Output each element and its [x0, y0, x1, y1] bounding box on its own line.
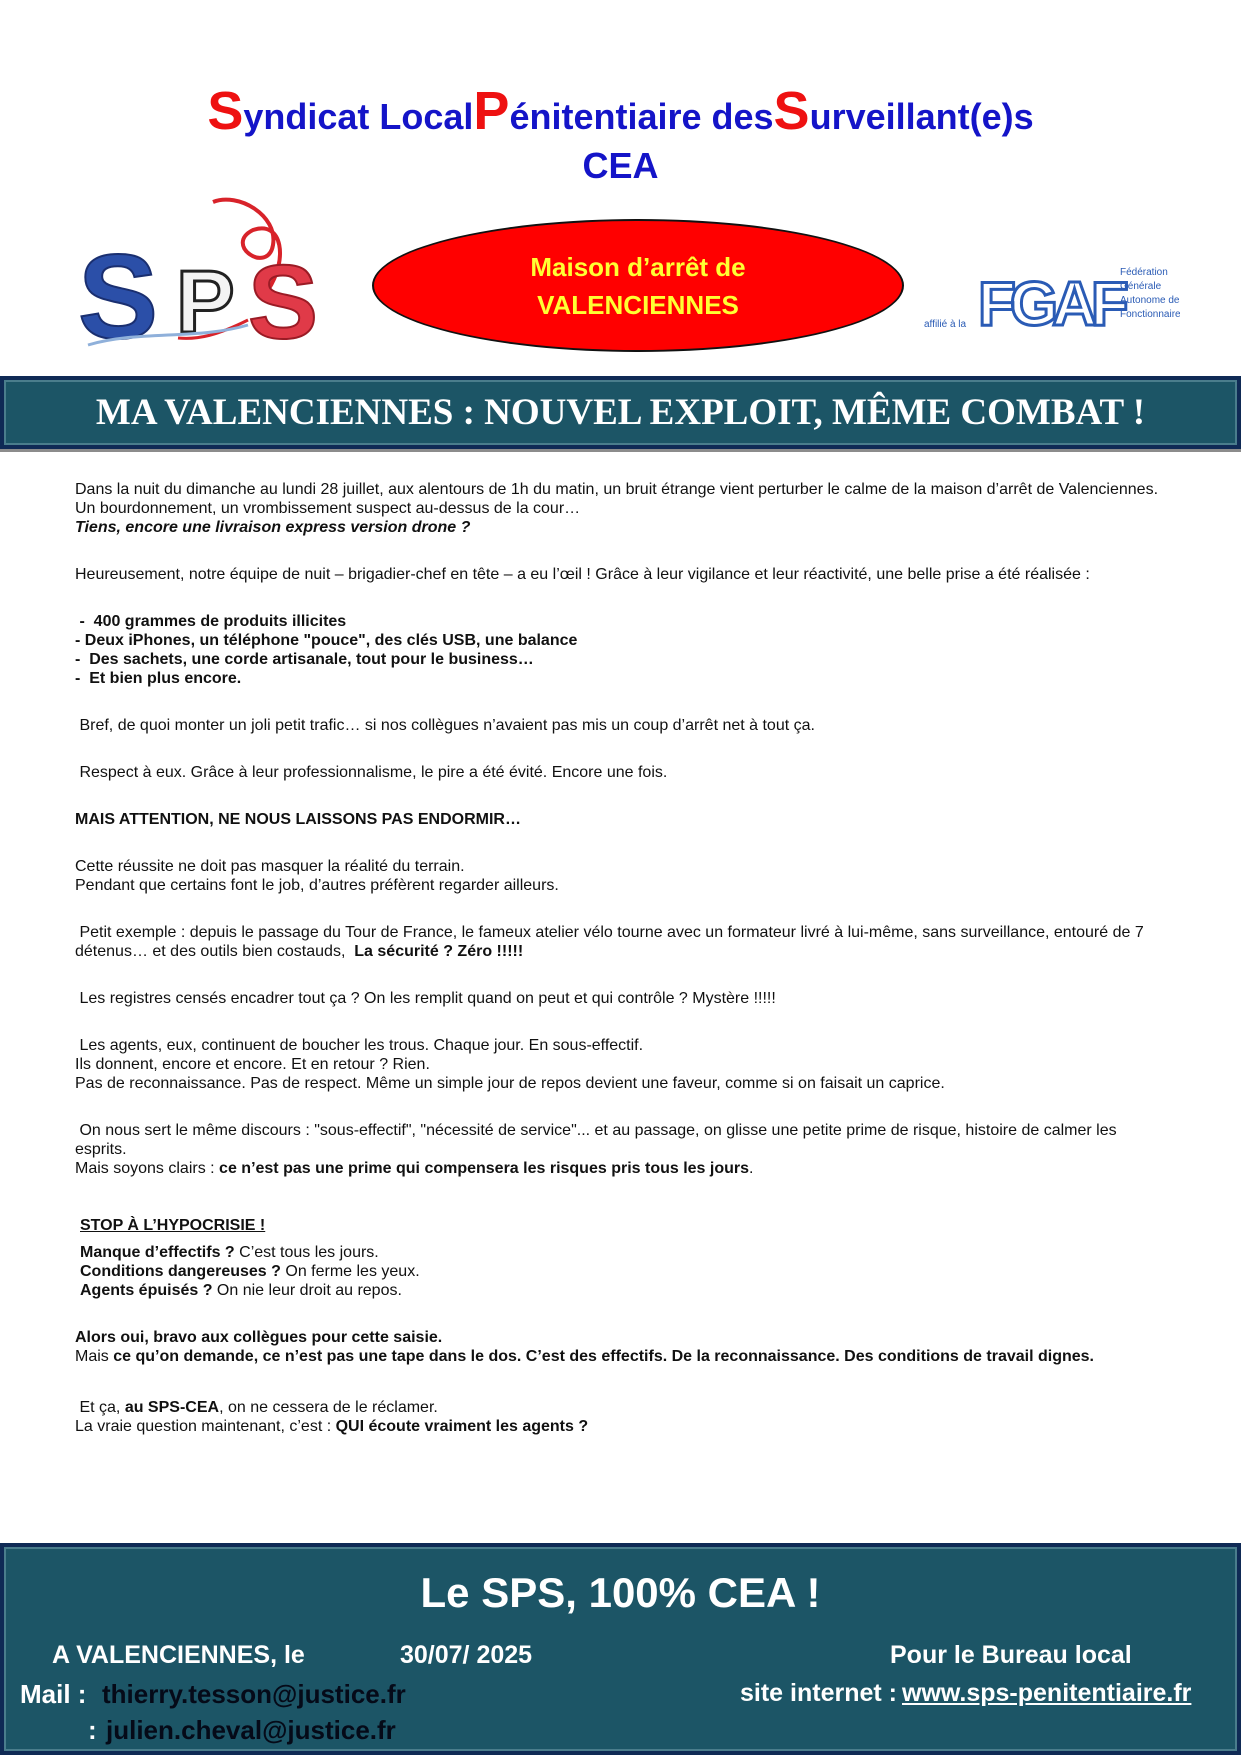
- fgaf-sub-1: Fédération: [1120, 267, 1168, 278]
- stop-item-bold: Conditions dangereuses ?: [80, 1263, 281, 1280]
- stop-item: [75, 1243, 1170, 1262]
- fgaf-sub-3: Autonome des: [1120, 295, 1180, 306]
- stop-heading: STOP À L’HYPOCRISIE !: [80, 1217, 266, 1234]
- para-agents-1: Les agents, eux, continuent de boucher les trous. Chaque jour. En sous-effectif.: [75, 1037, 644, 1054]
- stop-item: [75, 1262, 1170, 1281]
- stop-item: [75, 1281, 1170, 1300]
- para-respect: Respect à eux. Grâce à leur professionnalisme, le pire a été évité. Encore une fois.: [75, 764, 668, 781]
- stop-item-text: C’est tous les jours.: [234, 1244, 379, 1261]
- sps-text-1: Et ça,: [75, 1399, 125, 1416]
- fgaf-sub-2: Générale: [1120, 281, 1162, 292]
- seizure-item: - Et bien plus encore.: [75, 670, 242, 687]
- mail-link-2[interactable]: julien.cheval@justice.fr: [106, 1715, 396, 1745]
- title-cap-s2: S: [773, 81, 810, 141]
- site-label: site internet :: [740, 1679, 897, 1707]
- para-buzz: Un bourdonnement, un vrombissement suspect au-dessus de la cour…: [75, 500, 581, 517]
- para-attention: MAIS ATTENTION, NE NOUS LAISSONS PAS ENDORMIR…: [75, 811, 521, 828]
- prison-name-badge: [372, 219, 904, 352]
- sps-logo: [78, 190, 348, 360]
- para-sps: [75, 1398, 1170, 1417]
- title-part-2: énitentiaire des: [509, 96, 774, 137]
- title-cap-s1: S: [207, 81, 244, 141]
- sps-bold: au SPS-CEA: [124, 1399, 220, 1416]
- para-prime: [75, 1159, 1170, 1178]
- footer-banner: [0, 1543, 1241, 1755]
- sps-text-2: , on ne cessera de le réclamer.: [219, 1399, 438, 1416]
- svg-text:S: S: [248, 244, 319, 360]
- para-trafic: Bref, de quoi monter un joli petit trafic… si nos collègues n’avaient pas mis un coup d’arrêt net à tout ça.: [75, 717, 815, 734]
- article-body: [75, 480, 1170, 1436]
- para-discourse: On nous sert le même discours : "sous-effectif", "nécessité de service"... et au passage, on glisse une petite prime de risque, histoire de calmer les esprits.: [75, 1122, 1122, 1158]
- union-subtitle: CEA: [582, 145, 659, 186]
- seizure-item: - Deux iPhones, un téléphone "pouce", des clés USB, une balance: [75, 632, 578, 649]
- demand-bold: ce qu’on demande, ce n’est pas une tape dans le dos. C’est des effectifs. De la reconnaissance. Des conditions de travail dignes.: [113, 1348, 1094, 1365]
- para-bravo: Alors oui, bravo aux collègues pour cette saisie.: [75, 1329, 443, 1346]
- para-question: [75, 1417, 1170, 1436]
- prime-bold: ce n’est pas une prime qui compensera les risques pris tous les jours: [219, 1160, 750, 1177]
- prime-end: .: [749, 1160, 754, 1177]
- title-part-1: yndicat Local: [243, 96, 474, 137]
- fgaf-affiliation: affilié à la: [924, 319, 967, 330]
- footer-date: 30/07/ 2025: [400, 1641, 533, 1669]
- site-link[interactable]: www.sps-penitentiaire.fr: [902, 1679, 1192, 1707]
- prime-text: Mais soyons clairs :: [75, 1160, 220, 1177]
- headline-banner: [0, 376, 1241, 449]
- stop-item-bold: Agents épuisés ?: [80, 1282, 213, 1299]
- stop-item-text: On nie leur droit au repos.: [212, 1282, 402, 1299]
- footer-slogan: Le SPS, 100% CEA !: [420, 1569, 821, 1616]
- mail-separator: :: [88, 1715, 97, 1745]
- banner-divider: [0, 449, 1241, 452]
- union-title: [0, 80, 1241, 142]
- fgaf-sub-4: Fonctionnaires: [1120, 309, 1180, 320]
- para-demand: [75, 1347, 1170, 1366]
- para-agents-3: Pas de reconnaissance. Pas de respect. Même un simple jour de repos devient une faveur, comme si on faisait un caprice.: [75, 1075, 945, 1092]
- question-text: La vraie question maintenant, c’est :: [75, 1418, 336, 1435]
- fgaf-letters: FGAF: [978, 270, 1123, 335]
- footer-bureau: Pour le Bureau local: [890, 1641, 1132, 1669]
- badge-line-1: Maison d’arrêt de: [530, 251, 746, 282]
- stop-item-text: On ferme les yeux.: [280, 1263, 420, 1280]
- title-part-3: urveillant(e)s: [809, 96, 1034, 137]
- mail-label: Mail :: [20, 1679, 87, 1709]
- para-others: Pendant que certains font le job, d’autres préfèrent regarder ailleurs.: [75, 877, 559, 894]
- footer-place: A VALENCIENNES, le: [52, 1641, 305, 1669]
- para-intro: Dans la nuit du dimanche au lundi 28 juillet, aux alentours de 1h du matin, un bruit étrange vient perturber le calme de la maison d’arrêt de Valenciennes.: [75, 481, 1159, 498]
- example-text: Petit exemple : depuis le passage du Tour de France, le fameux atelier vélo tourne avec un formateur livré à lui-même, sans surveillance, entouré de 7 détenus… et des outils bien costauds,: [75, 924, 1149, 960]
- seizure-item: - 400 grammes de produits illicites: [75, 613, 347, 630]
- para-agents-2: Ils donnent, encore et encore. Et en retour ? Rien.: [75, 1056, 430, 1073]
- svg-text:P: P: [176, 252, 235, 351]
- para-registers: Les registres censés encadrer tout ça ? On les remplit quand on peut et qui contrôle ? Mystère !!!!!: [75, 990, 776, 1007]
- title-cap-p: P: [473, 81, 510, 141]
- svg-text:S: S: [78, 230, 159, 360]
- badge-line-2: VALENCIENNES: [537, 289, 739, 320]
- para-drone: Tiens, encore une livraison express version drone ?: [75, 519, 471, 536]
- stop-item-bold: Manque d’effectifs ?: [80, 1244, 235, 1261]
- para-team: Heureusement, notre équipe de nuit – brigadier-chef en tête – a eu l’œil ! Grâce à leur vigilance et leur réactivité, une belle prise a été réalisée :: [75, 566, 1090, 583]
- question-bold: QUI écoute vraiment les agents ?: [335, 1418, 589, 1435]
- example-bold: La sécurité ? Zéro !!!!!: [354, 943, 524, 960]
- para-example: [75, 923, 1170, 961]
- para-reality: Cette réussite ne doit pas masquer la réalité du terrain.: [75, 858, 465, 875]
- demand-text: Mais: [75, 1348, 114, 1365]
- mail-link-1[interactable]: thierry.tesson@justice.fr: [102, 1679, 406, 1709]
- headline-text: MA VALENCIENNES : NOUVEL EXPLOIT, MÊME COMBAT !: [4, 380, 1237, 445]
- seizure-item: - Des sachets, une corde artisanale, tout pour le business…: [75, 651, 534, 668]
- fgaf-logo: [920, 255, 1180, 335]
